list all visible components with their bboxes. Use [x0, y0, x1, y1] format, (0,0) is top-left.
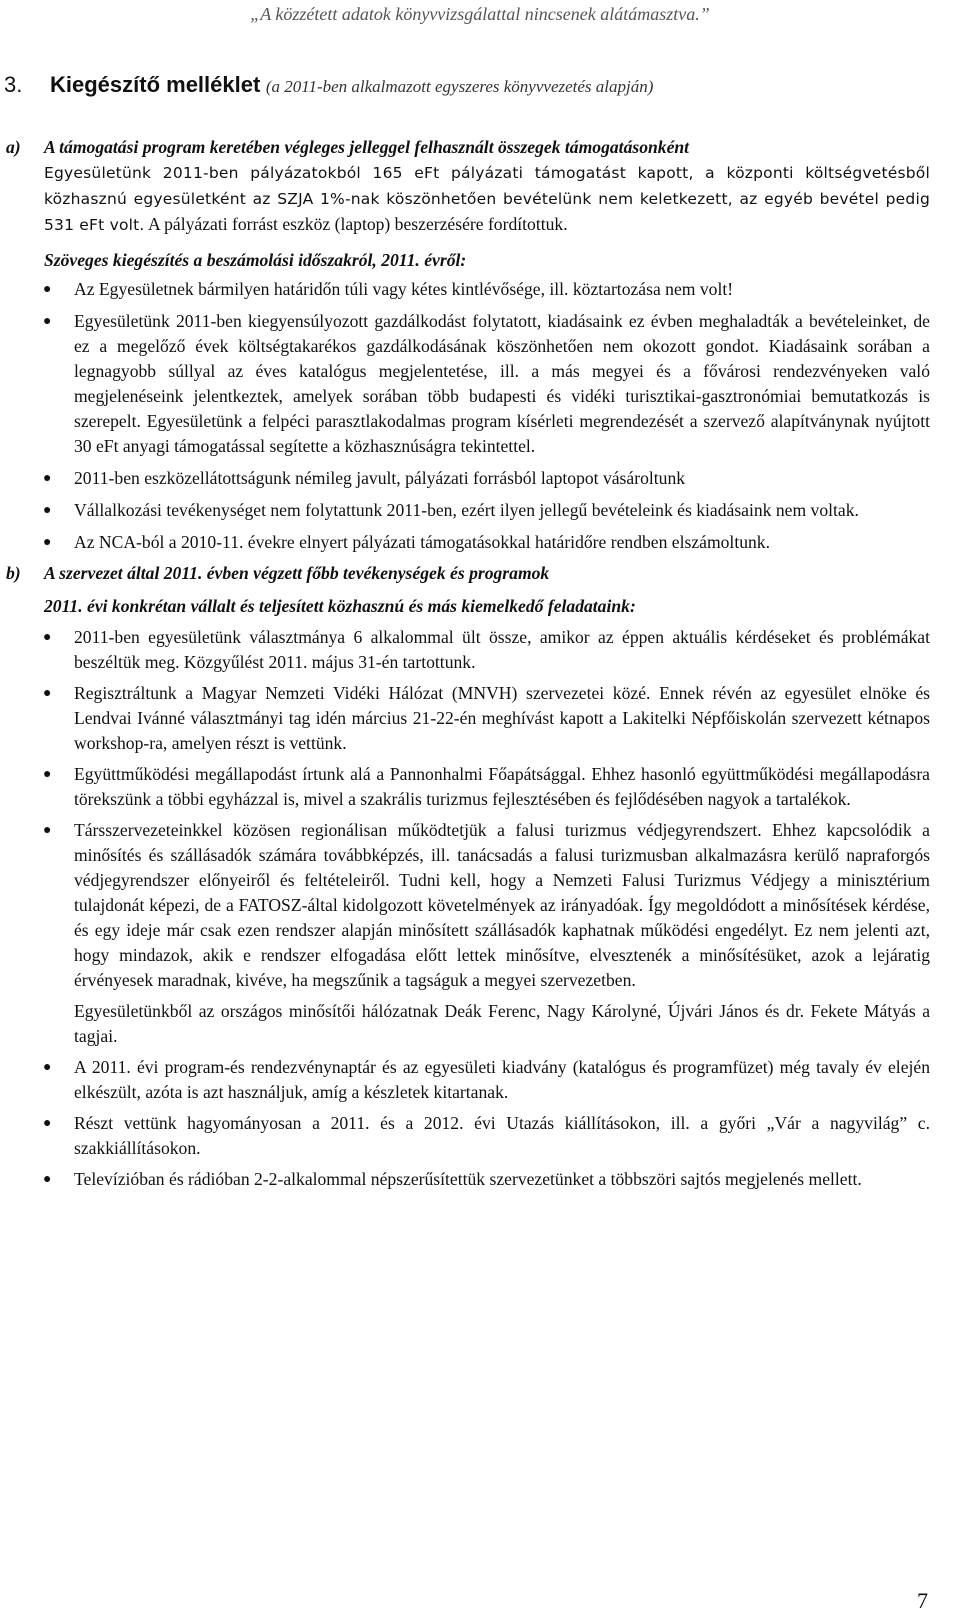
list-item — [43, 681, 930, 756]
list-item-text: Televízióban és rádióban 2-2-alkalommal népszerűsítettük szervezetünket a többszöri sajtós megjelenés mellett. — [74, 1169, 862, 1189]
page-number: 7 — [917, 1588, 928, 1613]
section-title — [4, 72, 944, 98]
list-item — [43, 1111, 930, 1161]
list-item — [43, 277, 930, 302]
bullet-icon: ● — [43, 823, 52, 838]
bullet-icon: ● — [43, 1060, 52, 1075]
part-b-heading-text: A szervezet által 2011. évben végzett főbb tevékenységek és programok — [44, 563, 550, 583]
list-item — [43, 1055, 930, 1105]
list-item — [43, 466, 930, 491]
list-item-text: Részt vettünk hagyományosan a 2011. és a 2012. évi Utazás kiállításokon, ill. a győri „Vár a nagyvilág” c. szakkiállításokon. — [74, 1113, 930, 1158]
list-item — [43, 309, 930, 459]
list-item — [43, 762, 930, 812]
part-a-heading-text: A támogatási program keretében végleges jelleggel felhasznált összegek támogatásonként — [44, 137, 690, 157]
document-body — [0, 135, 960, 1192]
bullet-icon: ● — [43, 471, 52, 486]
bullet-icon: ● — [43, 535, 52, 550]
supplement-heading: Szöveges kiegészítés a beszámolási időszakról, 2011. évről: — [44, 250, 467, 270]
list-item-text: Az Egyesületnek bármilyen határidőn túli vagy kétes kintlévősége, ill. köztartozása nem volt! — [74, 279, 734, 299]
list-item — [43, 625, 930, 675]
list-item — [43, 530, 930, 555]
bullet-icon: ● — [43, 686, 52, 701]
bullet-icon: ● — [43, 767, 52, 782]
list-item-text: 2011-ben egyesületünk választmánya 6 alkalommal ült össze, amikor az éppen aktuális kérdéseket és problémákat beszéltük meg. Közgyűlést 2011. május 31-én tartottunk. — [74, 627, 930, 672]
part-a-bullet-list — [0, 277, 960, 555]
part-a-heading — [0, 135, 960, 160]
part-a-paragraph — [44, 160, 930, 238]
part-b-letter: b) — [6, 563, 21, 583]
part-b-bullet-list — [0, 625, 960, 993]
bullet-icon: ● — [43, 1172, 52, 1187]
list-item — [43, 498, 930, 523]
section-subtitle: (a 2011-ben alkalmazott egyszeres könyvvezetés alapján) — [265, 77, 654, 96]
disclaimer-note: „A közzétett adatok könyvvizsgálattal nincsenek alátámasztva.” — [250, 4, 710, 24]
part-a-paragraph-serif: A pályázati forrást eszköz (laptop) beszerzésére fordítottuk. — [147, 214, 568, 234]
list-item-text: Regisztráltunk a Magyar Nemzeti Vidéki Hálózat (MNVH) szervezetei közé. Ennek révén az egyesület elnöke és Lendvai Ivánné választmányi tag idén március 21-22-én meghívást kapott a Lakitelki Népfőiskolán szervezett kétnapos workshop-ra, amelyen részt is vettünk. — [74, 683, 930, 753]
list-item-text: A 2011. évi program-és rendezvénynaptár és az egyesületi kiadvány (katalógus és programfüzet) még tavaly év elején elkészült, azóta is azt használjuk, amíg a készletek kitartanak. — [74, 1057, 930, 1102]
list-item — [43, 818, 930, 993]
part-a-paragraph-sans: Egyesületünk 2011-ben pályázatokból 165 eFt pályázati támogatást kapott, a központi költségvetésből közhasznú egyesületként az SZJA 1%-nak köszönhetően bevételünk nem keletkezett, az egyéb bevétel pedig 531 eFt volt. — [44, 164, 930, 234]
list-item-text: Vállalkozási tevékenységet nem folytattunk 2011-ben, ezért ilyen jellegű bevételeink és kiadásaink nem voltak. — [74, 500, 859, 520]
part-b-heading — [0, 561, 960, 586]
section-number: 3. — [4, 72, 23, 97]
bullet-icon: ● — [43, 503, 52, 518]
list-item-text: Az NCA-ból a 2010-11. évekre elnyert pályázati támogatásokkal határidőre rendben elszámoltunk. — [74, 532, 771, 552]
part-b-bullet-list-continued — [0, 1055, 960, 1192]
section-title-text: Kiegészítő melléklet — [50, 72, 261, 97]
list-item-text: Együttműködési megállapodást írtunk alá a Pannonhalmi Főapátsággal. Ehhez hasonló együttműködési megállapodásra törekszünk a többi egyházzal is, mivel a szakrális turizmus fejlesztésében és fejlődésében nagyok a tartalékok. — [74, 764, 930, 809]
bullet-icon: ● — [43, 282, 52, 297]
part-a-letter: a) — [6, 137, 21, 157]
list-item — [43, 1167, 930, 1192]
bullet-icon: ● — [43, 1116, 52, 1131]
list-item-text: 2011-ben eszközellátottságunk némileg javult, pályázati forrásból laptopot vásároltunk — [74, 468, 686, 488]
evaluator-network-paragraph: Egyesületünkből az országos minősítői hálózatnak Deák Ferenc, Nagy Károlyné, Újvári János és dr. Fekete Mátyás a tagjai. — [74, 1001, 930, 1046]
list-item-text: Egyesületünk 2011-ben kiegyensúlyozott gazdálkodást folytatott, kiadásaink ez évben meghaladták a bevételeinket, de ez a megelőző évek költségtakarékos gazdálkodásának köszönhetően nem okozott gondot. Kiadásaink sorában a legnagyobb súllyal az éves katalógus megjelentetése, ill. a más megyei és a fővárosi rendezvényeken való megjelenéseink jelentkeztek, amelyek sorában több budapesti és vidéki turisztikai-gasztronómiai bemutatkozás is szerepelt. Egyesületünk a felpéci parasztlakodalmas program kísérleti megrendezését a szervező alapítványnak nyújtott 30 eFt anyagi támogatással segítette a közhasznúságra tekintettel. — [74, 311, 930, 456]
tasks-heading: 2011. évi konkrétan vállalt és teljesített közhasznú és más kiemelkedő feladataink: — [44, 596, 636, 616]
bullet-icon: ● — [43, 630, 52, 645]
list-item-text: Társszervezeteinkkel közösen regionálisan működtetjük a falusi turizmus védjegyrendszert. Ehhez kapcsolódik a minősítés és szállásadók számára továbbképzés, ill. tanácsadás a falusi turizmusban alkalmazásra kerülő napraforgós védjegyrendszer előnyeiről és feltételeiről. Tudni kell, hogy a Nemzeti Falusi Turizmus Védjegy a minisztérium tulajdonát képezi, de a FATOSZ-által kidolgozott követelmények az irányadóak. Így megoldódott a minősítések kérdése, és egy ideje már csak ezen rendszer alapján minősített szállásadók kaphatnak működési engedélyt. Ez nem jelenti azt, hogy mindazok, akik e rendszer elfogadása előtt lettek minősítve, elvesztenék a minősítésüket, azok a lejáratig érvényesek maradnak, kivéve, ha megszűnik a tagságuk a megyei szervezetben. — [74, 820, 930, 990]
bullet-icon: ● — [43, 314, 52, 329]
